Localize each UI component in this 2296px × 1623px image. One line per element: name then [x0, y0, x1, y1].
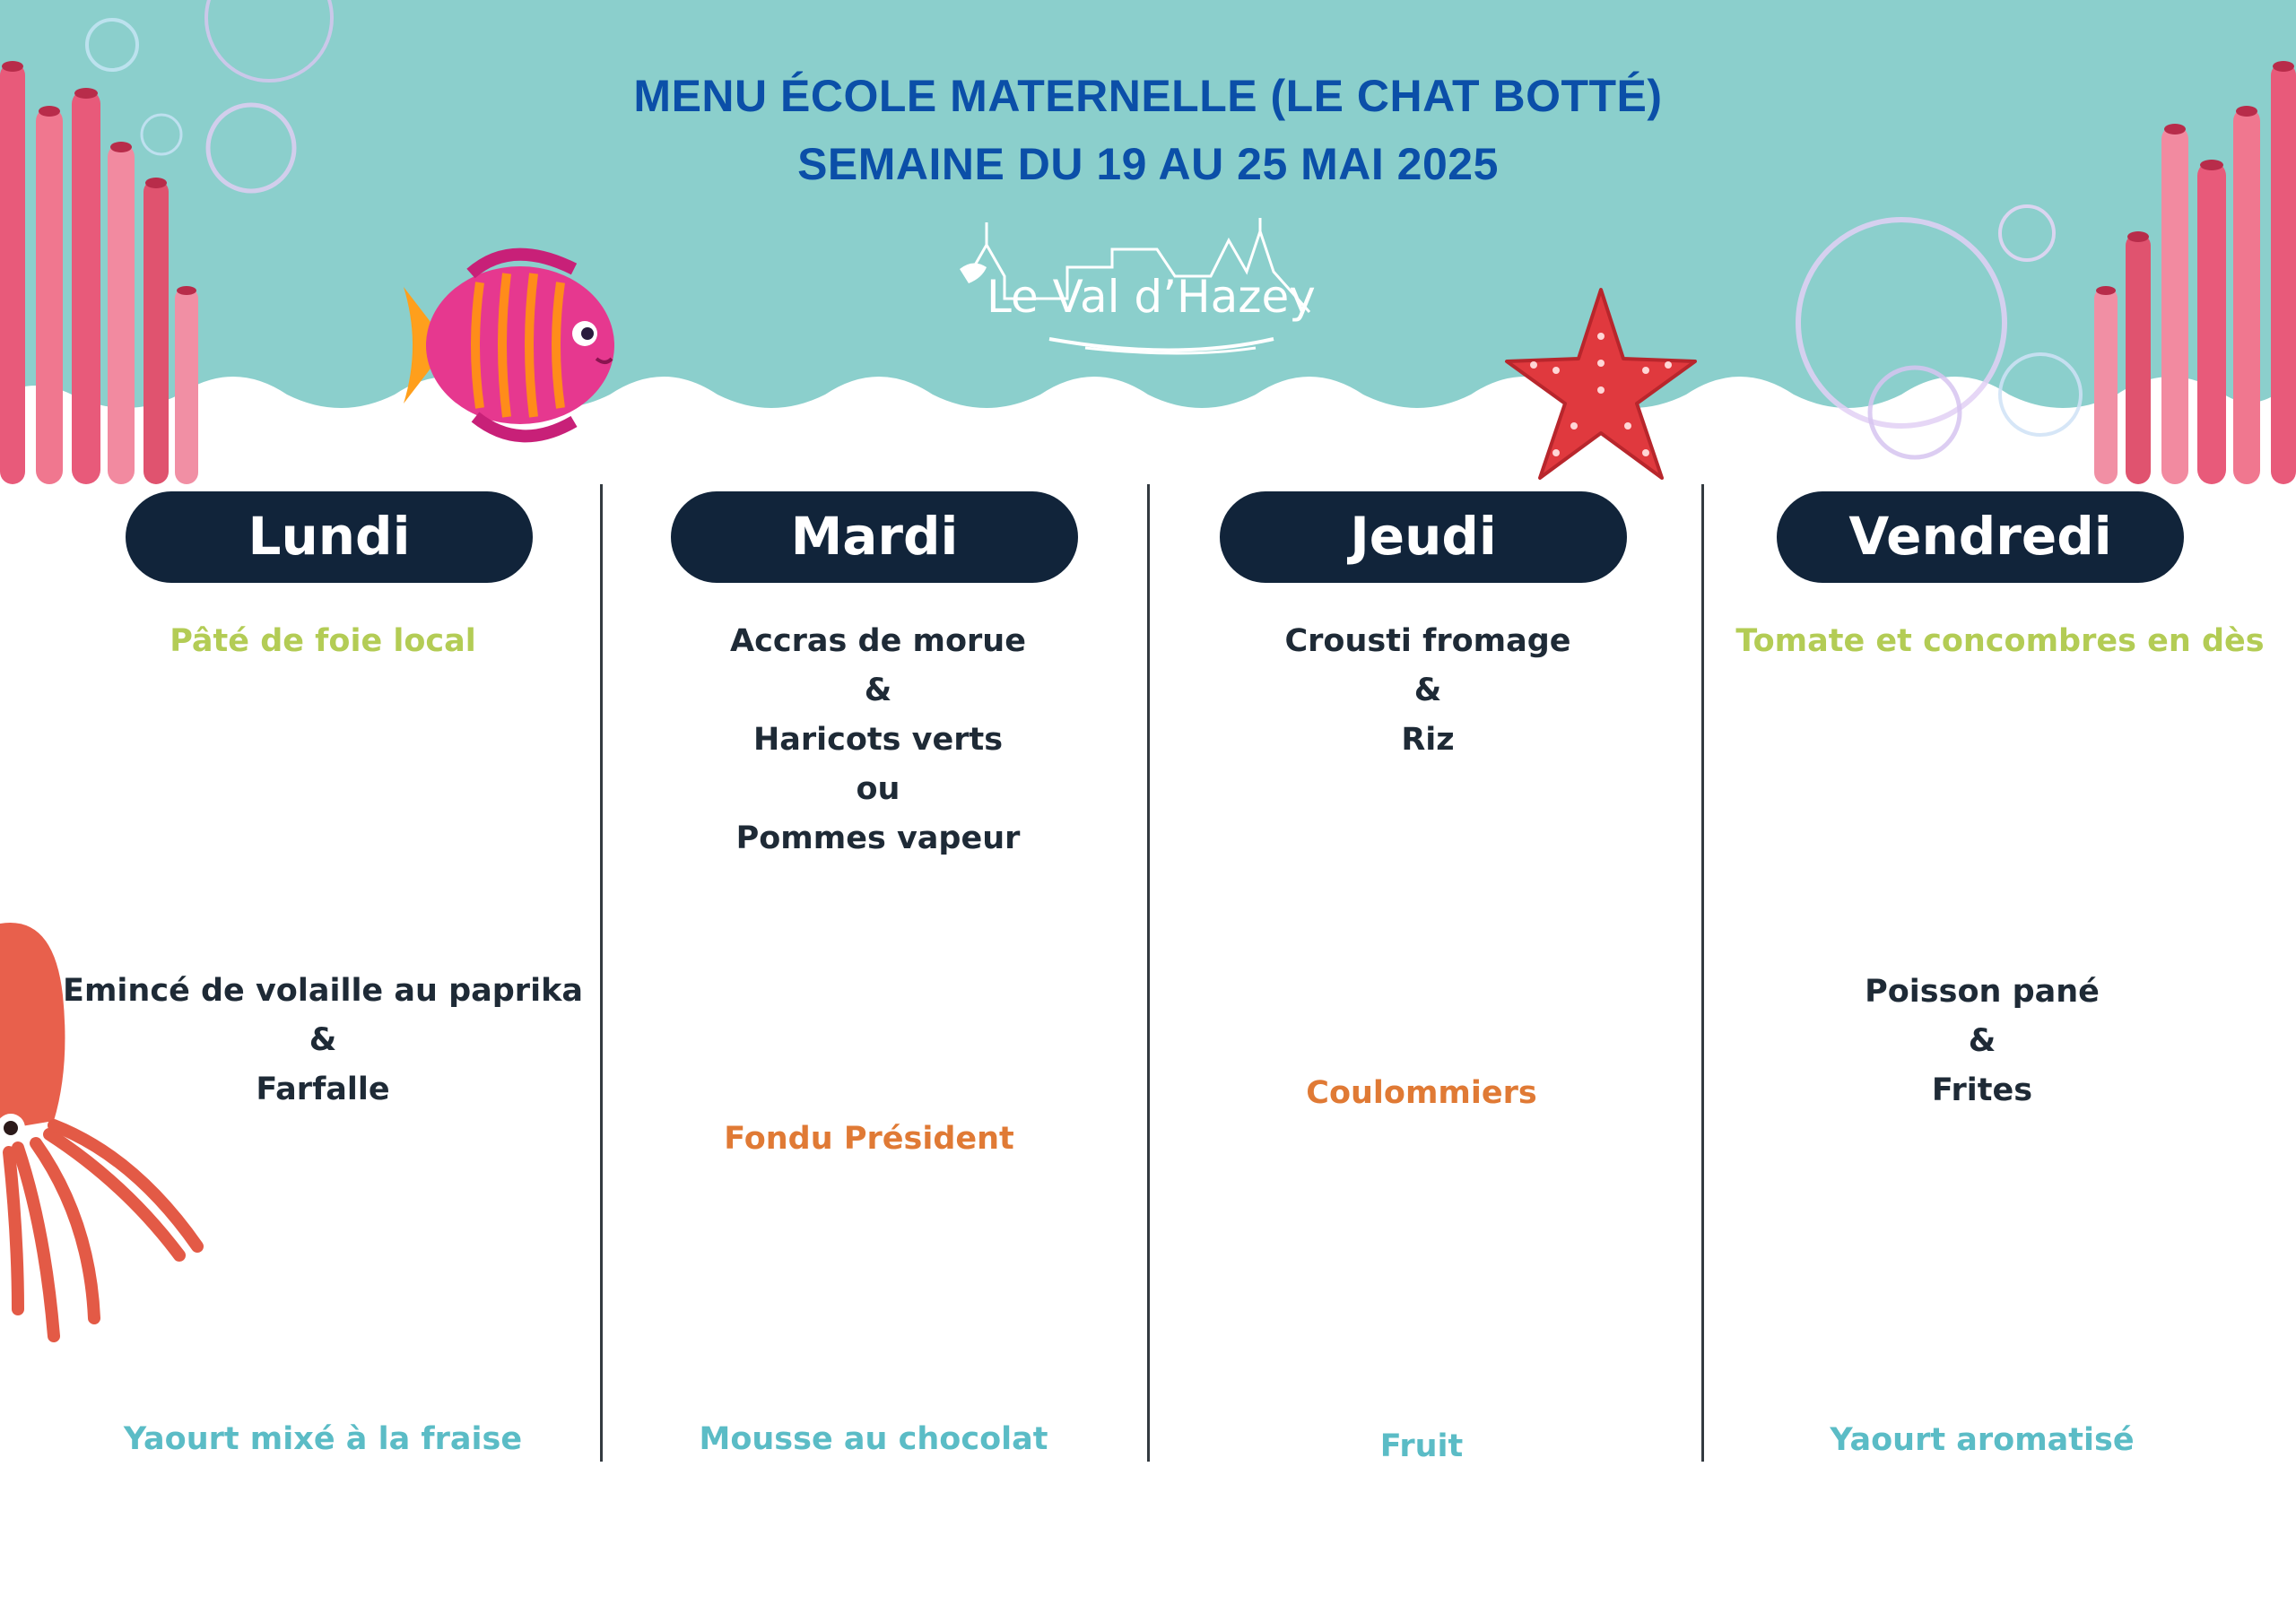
tropical-fish-illustration	[386, 233, 628, 457]
day-header-mardi: Mardi	[671, 491, 1078, 583]
jeudi-entree: Crousti fromage & Riz	[1284, 623, 1571, 758]
mardi-entree: Accras de morue & Haricots verts ou Pommes vapeur	[730, 623, 1026, 856]
vendredi-main: Poisson pané & Frites	[1865, 974, 2100, 1108]
lundi-dessert: Yaourt mixé à la fraise	[123, 1421, 523, 1457]
column-divider	[600, 484, 603, 1462]
day-header-jeudi: Jeudi	[1220, 491, 1627, 583]
day-header-vendredi: Vendredi	[1777, 491, 2184, 583]
lundi-entree: Pâté de foie local	[170, 623, 476, 659]
lundi-main: Emincé de volaille au paprika & Farfalle	[63, 973, 583, 1107]
day-header-lundi: Lundi	[126, 491, 533, 583]
menu-title: MENU ÉCOLE MATERNELLE (LE CHAT BOTTÉ)	[633, 71, 1663, 121]
week-subtitle: SEMAINE DU 19 AU 25 MAI 2025	[797, 139, 1499, 189]
squid-illustration	[0, 888, 215, 1354]
bubbles-right-illustration	[1785, 179, 2108, 466]
vendredi-entree: Tomate et concombres en dès	[1735, 623, 2265, 659]
logo-text: Le Val d’Hazey	[987, 271, 1316, 323]
column-divider	[1701, 484, 1704, 1462]
column-divider	[1147, 484, 1150, 1462]
mardi-cheese: Fondu Président	[724, 1121, 1014, 1157]
jeudi-dessert: Fruit	[1379, 1428, 1464, 1464]
vendredi-dessert: Yaourt aromatisé	[1830, 1422, 2135, 1458]
jeudi-cheese: Coulommiers	[1306, 1075, 1537, 1111]
mardi-dessert: Mousse au chocolat	[699, 1421, 1048, 1457]
starfish-illustration	[1502, 282, 1700, 489]
